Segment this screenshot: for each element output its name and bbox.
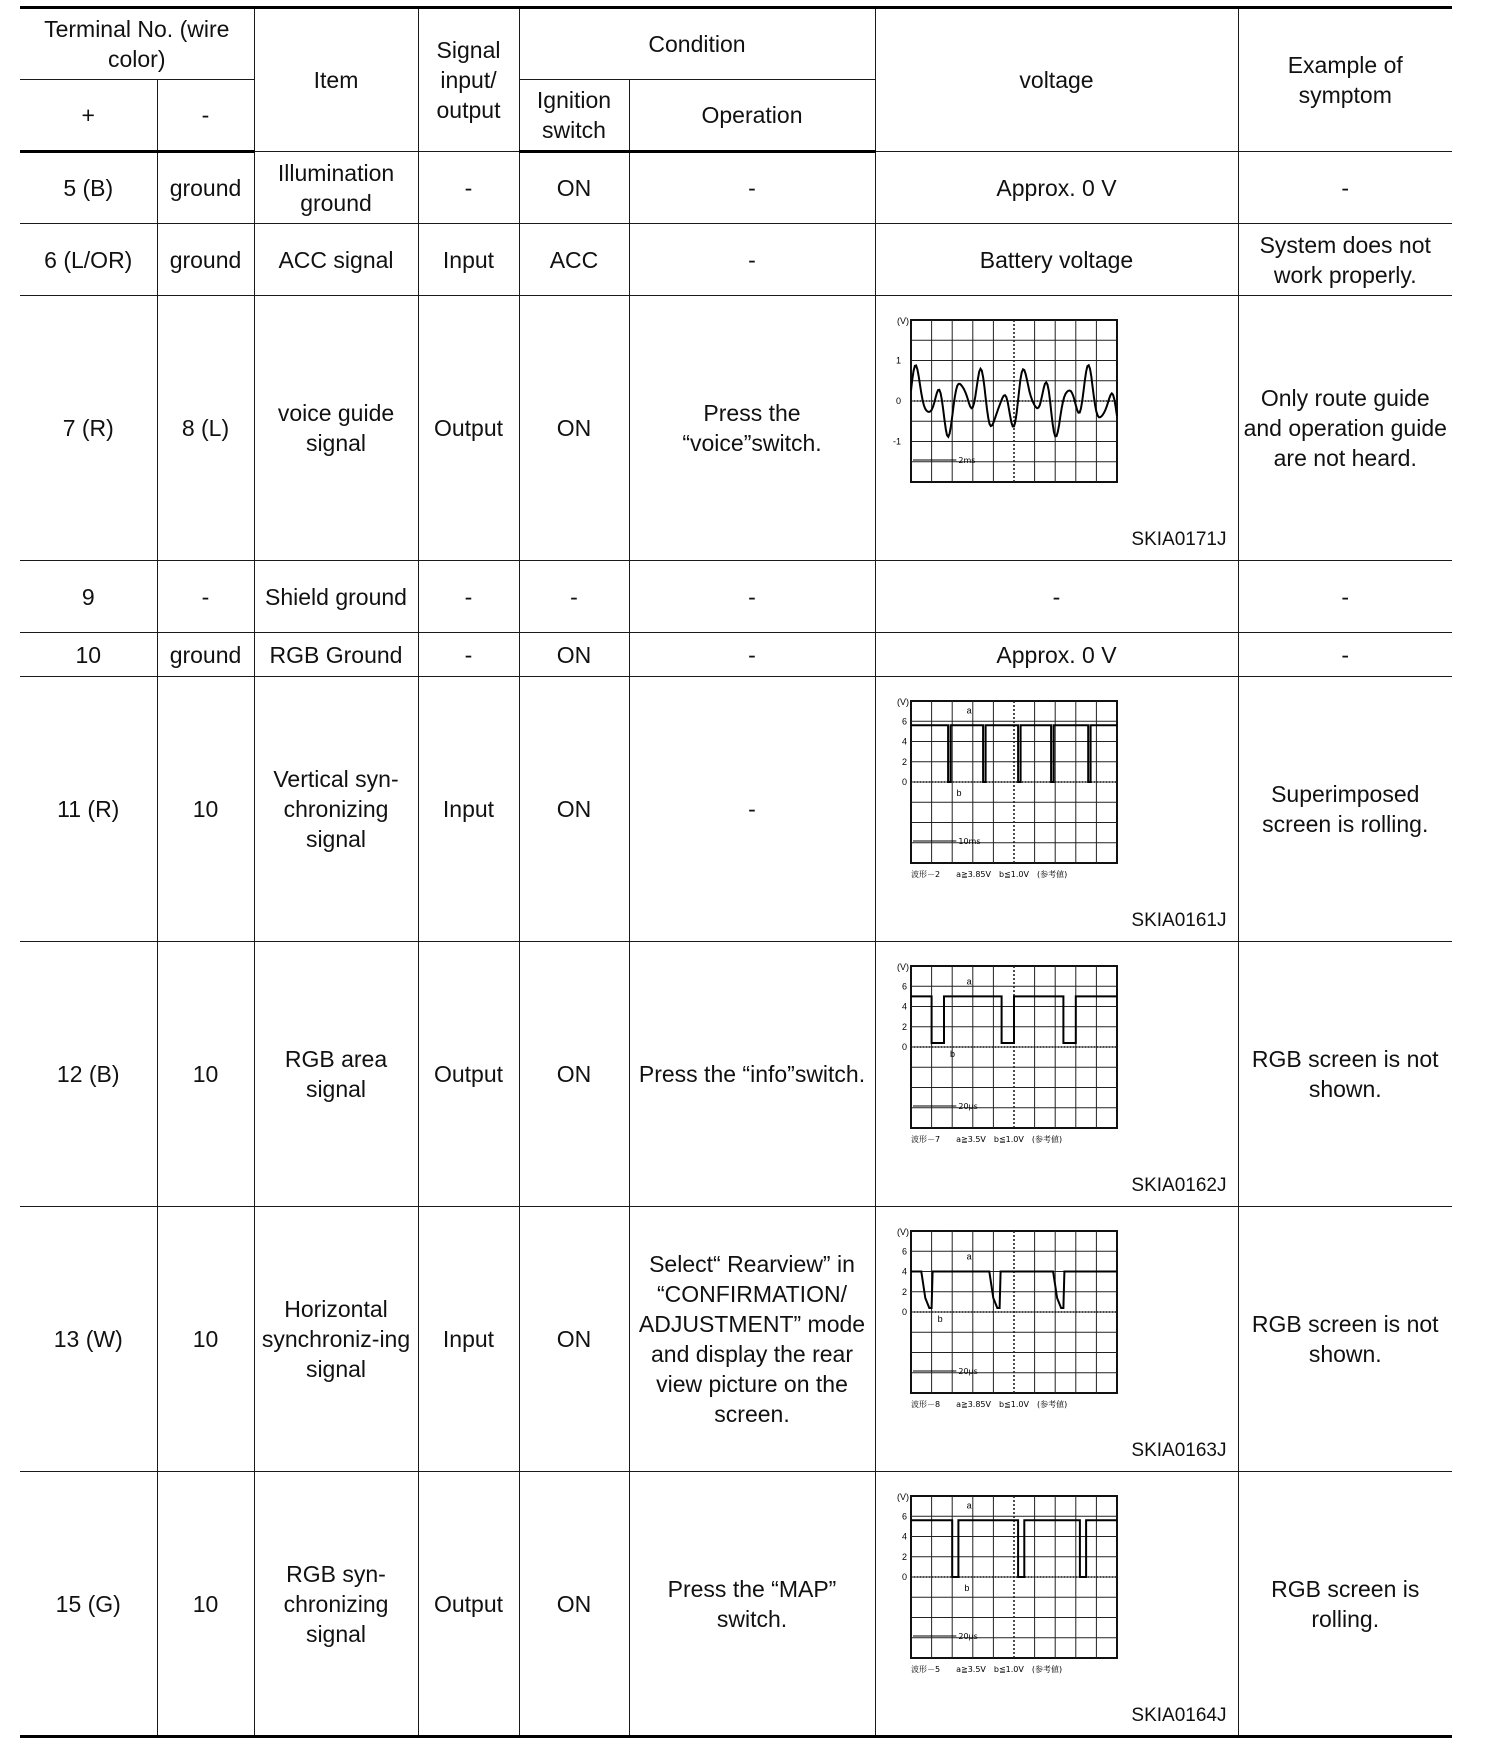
header-signal-io: Signal input/ output (418, 8, 519, 152)
voltage-waveform-cell (875, 677, 1238, 942)
y-tick-label: 1 (895, 355, 901, 366)
table-row (20, 152, 1452, 224)
y-tick-label: -1 (892, 436, 901, 447)
signal-io: - (418, 152, 519, 224)
terminal-plus: 9 (20, 561, 157, 633)
operation: - (629, 677, 875, 942)
symptom: - (1238, 152, 1452, 224)
terminal-minus: ground (157, 224, 254, 296)
label-b: b (949, 1049, 955, 1059)
signal-io: Output (418, 1472, 519, 1737)
label-b: b (963, 1582, 969, 1593)
voltage: Approx. 0 V (875, 152, 1238, 224)
y-unit-label: (V) (896, 316, 909, 326)
item-name: Horizontal synchroniz-ing signal (254, 1207, 418, 1472)
waveform-figure (887, 310, 1227, 550)
figure-code: SKIA0164J (1131, 1704, 1227, 1726)
y-tick-label: 0 (895, 396, 901, 406)
waveform-graph (887, 956, 1227, 1196)
operation: - (629, 633, 875, 677)
table-row (20, 561, 1452, 633)
signal-io: Input (418, 677, 519, 942)
operation: Press the “info”switch. (629, 942, 875, 1207)
label-b: b (956, 788, 962, 798)
signal-io: Output (418, 296, 519, 561)
header-terminal: Terminal No. (wire color) (20, 8, 254, 80)
waveform-figure (887, 691, 1227, 931)
signal-io: - (418, 561, 519, 633)
item-name: voice guide signal (254, 296, 418, 561)
y-tick-label: 2 (901, 1286, 907, 1297)
time-scale-label: 2ms (957, 456, 975, 465)
table-row (20, 1207, 1452, 1472)
signal-io: - (418, 633, 519, 677)
waveform-graph (887, 310, 1227, 550)
operation: - (629, 561, 875, 633)
symptom: Only route guide and operation guide are not heard. (1238, 296, 1452, 561)
header-plus: + (20, 80, 157, 152)
y-tick-label: 2 (901, 1551, 907, 1562)
symptom: RGB screen is not shown. (1238, 942, 1452, 1207)
y-tick-label: 4 (901, 736, 907, 747)
y-tick-label: 0 (901, 1042, 907, 1052)
ignition-state: ON (519, 1207, 629, 1472)
label-a: a (966, 1251, 972, 1262)
operation: Select“ Rearview” in “CONFIRMATION/ ADJUSTMENT” mode and display the rear view picture on the screen. (629, 1207, 875, 1472)
terminal-plus: 5 (B) (20, 152, 157, 224)
header-symptom: Example of symptom (1238, 8, 1452, 152)
waveform-figure (887, 956, 1227, 1196)
y-tick-label: 2 (901, 1021, 907, 1032)
header-voltage: voltage (875, 8, 1238, 152)
header-row-1 (20, 8, 1452, 80)
symptom: - (1238, 633, 1452, 677)
header-minus: - (157, 80, 254, 152)
y-tick-label: 6 (901, 716, 907, 727)
y-tick-label: 2 (901, 756, 907, 767)
terminal-minus: - (157, 561, 254, 633)
voltage: Approx. 0 V (875, 633, 1238, 677)
table-row (20, 677, 1452, 942)
terminal-plus: 15 (G) (20, 1472, 157, 1737)
ignition-state: ON (519, 152, 629, 224)
voltage: Battery voltage (875, 224, 1238, 296)
figure-code: SKIA0163J (1131, 1440, 1227, 1461)
y-tick-label: 6 (901, 981, 907, 992)
voltage-waveform-cell (875, 942, 1238, 1207)
table-row (20, 942, 1452, 1207)
symptom: - (1238, 561, 1452, 633)
item-name: Illumination ground (254, 152, 418, 224)
terminal-minus: 10 (157, 677, 254, 942)
operation: - (629, 224, 875, 296)
item-name: Shield ground (254, 561, 418, 633)
ignition-state: ON (519, 677, 629, 942)
label-a: a (966, 976, 972, 987)
item-name: RGB Ground (254, 633, 418, 677)
figure-code: SKIA0171J (1131, 529, 1227, 550)
symptom: RGB screen is rolling. (1238, 1472, 1452, 1737)
terminal-minus: 10 (157, 1472, 254, 1737)
figure-code: SKIA0161J (1131, 910, 1227, 931)
signal-io: Input (418, 1207, 519, 1472)
label-a: a (966, 705, 972, 716)
y-unit-label: (V) (896, 1491, 909, 1502)
symptom: RGB screen is not shown. (1238, 1207, 1452, 1472)
y-tick-label: 0 (901, 1571, 907, 1582)
header-ignition: Ignition switch (519, 80, 629, 152)
waveform-graph (887, 1221, 1227, 1461)
terminal-spec-table (20, 6, 1452, 1738)
label-a: a (966, 1499, 972, 1510)
item-name: RGB area signal (254, 942, 418, 1207)
ignition-state: ON (519, 1472, 629, 1737)
y-tick-label: 4 (901, 1001, 907, 1012)
header-condition: Condition (519, 8, 875, 80)
terminal-minus: 10 (157, 1207, 254, 1472)
y-unit-label: (V) (896, 1227, 909, 1237)
y-unit-label: (V) (896, 697, 909, 707)
waveform-figure (887, 1221, 1227, 1461)
waveform-trace (911, 996, 1117, 1043)
figure-footer: 波形－7 a≧3.5V b≦1.0V (参考値) (910, 1135, 1062, 1144)
figure-footer: 波形－5 a≧3.5V b≦1.0V (参考値) (910, 1664, 1062, 1674)
voltage-waveform-cell (875, 296, 1238, 561)
label-b: b (937, 1314, 943, 1324)
signal-io: Input (418, 224, 519, 296)
ignition-state: - (519, 561, 629, 633)
time-scale-label: 10ms (957, 837, 981, 846)
waveform-graph (887, 1486, 1227, 1726)
table-row (20, 296, 1452, 561)
waveform-graph (887, 691, 1227, 931)
symptom: System does not work properly. (1238, 224, 1452, 296)
y-tick-label: 4 (901, 1266, 907, 1277)
terminal-plus: 13 (W) (20, 1207, 157, 1472)
ignition-state: ON (519, 633, 629, 677)
figure-footer: 波形－8 a≧3.85V b≦1.0V (参考値) (910, 1400, 1067, 1409)
terminal-plus: 11 (R) (20, 677, 157, 942)
ignition-state: ACC (519, 224, 629, 296)
y-tick-label: 6 (901, 1246, 907, 1257)
y-tick-label: 0 (901, 777, 907, 787)
item-name: ACC signal (254, 224, 418, 296)
header-item: Item (254, 8, 418, 152)
ignition-state: ON (519, 942, 629, 1207)
figure-footer: 波形－2 a≧3.85V b≦1.0V (参考値) (910, 870, 1067, 879)
voltage-waveform-cell (875, 1472, 1238, 1737)
terminal-minus: ground (157, 633, 254, 677)
voltage-waveform-cell (875, 1207, 1238, 1472)
terminal-plus: 7 (R) (20, 296, 157, 561)
time-scale-label: 20μs (957, 1631, 978, 1641)
symptom: Superimposed screen is rolling. (1238, 677, 1452, 942)
terminal-minus: ground (157, 152, 254, 224)
item-name: RGB syn-chronizing signal (254, 1472, 418, 1737)
y-tick-label: 6 (901, 1510, 907, 1521)
time-scale-label: 20μs (957, 1367, 978, 1376)
terminal-plus: 6 (L/OR) (20, 224, 157, 296)
table-row (20, 1472, 1452, 1737)
header-operation: Operation (629, 80, 875, 152)
time-scale-label: 20μs (957, 1102, 978, 1111)
item-name: Vertical syn-chronizing signal (254, 677, 418, 942)
figure-code: SKIA0162J (1131, 1175, 1227, 1196)
operation: - (629, 152, 875, 224)
y-tick-label: 0 (901, 1307, 907, 1317)
operation: Press the “MAP” switch. (629, 1472, 875, 1737)
voltage: - (875, 561, 1238, 633)
terminal-minus: 10 (157, 942, 254, 1207)
operation: Press the “voice”switch. (629, 296, 875, 561)
table-row (20, 633, 1452, 677)
ignition-state: ON (519, 296, 629, 561)
terminal-minus: 8 (L) (157, 296, 254, 561)
terminal-plus: 12 (B) (20, 942, 157, 1207)
table-row (20, 224, 1452, 296)
terminal-plus: 10 (20, 633, 157, 677)
waveform-figure (887, 1486, 1227, 1726)
signal-io: Output (418, 942, 519, 1207)
y-tick-label: 4 (901, 1531, 907, 1541)
y-unit-label: (V) (896, 962, 909, 972)
